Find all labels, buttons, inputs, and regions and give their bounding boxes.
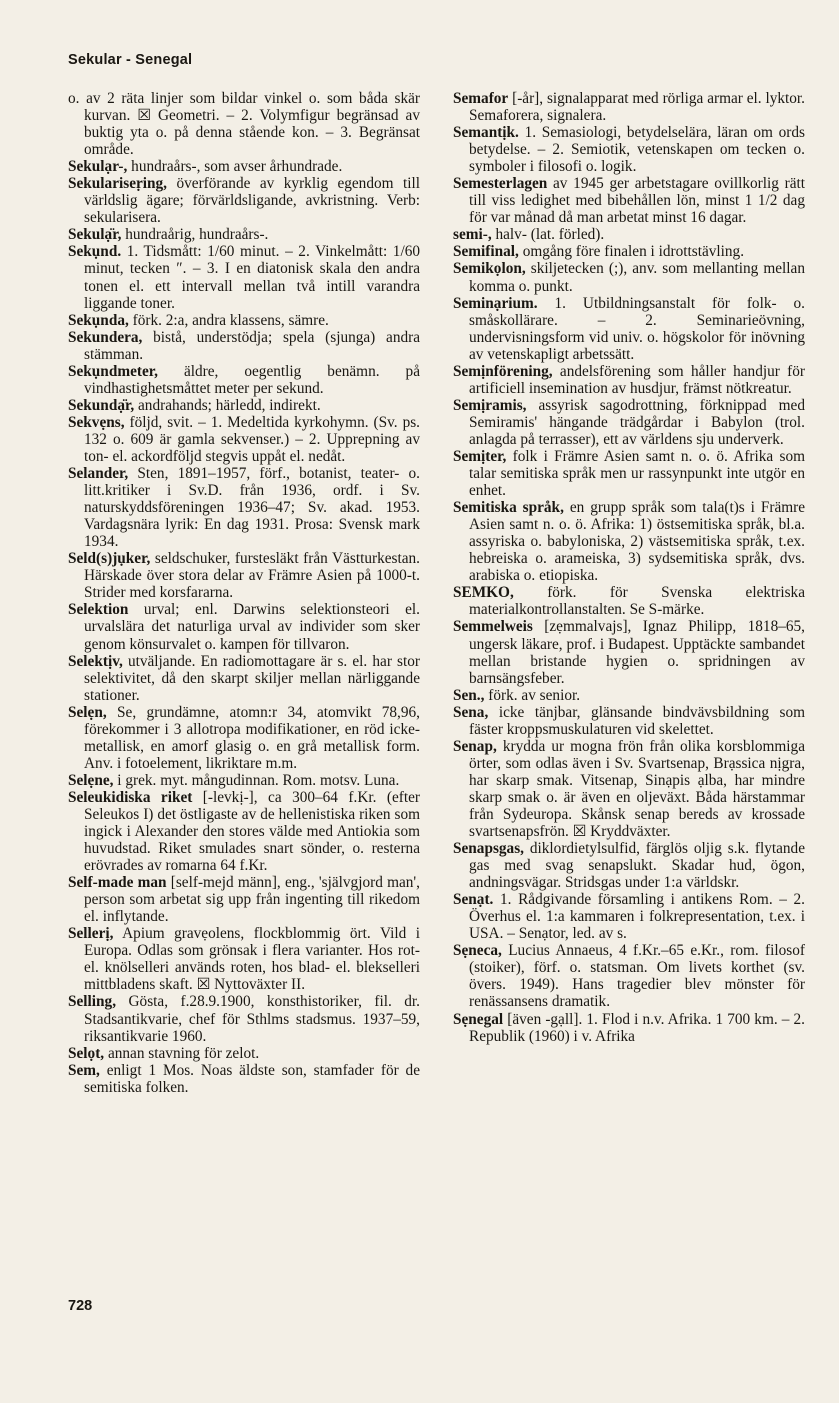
entry-headword: Semmelweis	[453, 618, 533, 636]
entry-headword: Semịter,	[453, 447, 507, 465]
entry-headword: Senạt.	[453, 891, 494, 909]
entry-definition: seldschuker, furstesläkt från Västturkestan. Härskade över stora delar av Främre Asien på 1000-t. Strider med korsfararna.	[84, 550, 420, 602]
dictionary-entry	[453, 687, 805, 704]
dictionary-entry	[453, 226, 805, 243]
entry-definition: assyrisk sagodrottning, förknippad med Semiramis' hängande trädgårdar i Babylon (trol. anlagda på terrasser), ett av världens sju underverk.	[469, 396, 805, 448]
entry-definition: diklordietylsulfid, färglös oljig s.k. flytande gas med svag senapslukt. Skadar hud, ögon, andningsvägar. Stridsgas under 1:a världskr.	[469, 840, 805, 892]
dictionary-entry	[68, 158, 420, 175]
entry-definition: krydda ur mogna frön från olika korsblommiga örter, som odlas även i Sv. Svartsenap, Brạssica nịgra, har skarp smak. Vitsenap, Sinạpis ạlba, har mindre skarp smak o. är även en oljeväxt. Båda härstammar från Sydeuropa. Skånsk senap bereds av krossade svartsenapsfrön. ☒ Kryddväxter.	[469, 737, 805, 841]
entry-definition: en grupp språk som tala(t)s i Främre Asien samt n. o. ö. Afrika: 1) östsemitiska språk, bl.a. assyriska o. babyloniska, 2) västsemitiska språk, t.ex. hebreiska o. arameiska, 3) sydsemitiska språk, dvs. arabiska o. etiopiska.	[469, 499, 806, 585]
entry-definition: bistå, understödja; spela (sjunga) andra stämman.	[84, 328, 420, 363]
entry-headword: semi-,	[453, 226, 492, 244]
entry-headword: Sekulạr-,	[68, 158, 128, 176]
dictionary-entry	[68, 243, 420, 311]
dictionary-entry	[68, 312, 420, 329]
entry-headword: Sekvẹns,	[68, 413, 125, 431]
entry-definition: skiljetecken (;), anv. som mellanting mellan komma o. punkt.	[469, 260, 805, 295]
dictionary-entry	[68, 363, 420, 397]
entry-definition: Lucius Annaeus, 4 f.Kr.–65 e.Kr., rom. filosof (stoiker), förf. o. statsman. Om livets korthet (sv. övers. 1949). Hans tragedier blev mönster för renässansens dramatik.	[469, 942, 805, 1011]
entry-definition: förk. av senior.	[484, 686, 581, 704]
entry-definition: Gösta, f.28.9.1900, konsthistoriker, fil. dr. Stadsantikvarie, chef för Sthlms stadsmus. 1937–59, riksantikvarie 1960.	[84, 993, 420, 1045]
dictionary-entry	[68, 1045, 420, 1062]
entry-definition: utväljande. En radiomottagare är s. el. har stor selektivitet, då den skarpt skiljer mellan närliggande stationer.	[84, 652, 420, 704]
dictionary-entry	[453, 584, 805, 618]
entry-headword: Semifinal,	[453, 243, 519, 261]
dictionary-entry	[453, 448, 805, 499]
dictionary-entry	[453, 243, 805, 260]
entry-headword: Sekụndmeter,	[68, 362, 158, 380]
dictionary-entry	[68, 1062, 420, 1096]
left-column	[68, 90, 420, 1096]
dictionary-entry	[453, 90, 805, 124]
dictionary-entry	[68, 414, 420, 465]
dictionary-entry	[453, 295, 805, 363]
entry-definition: förk. 2:a, andra klassens, sämre.	[128, 311, 329, 329]
entry-headword: Sena,	[453, 703, 489, 721]
entry-headword: Senapsgas,	[453, 840, 524, 858]
dictionary-entry	[453, 942, 805, 1010]
entry-definition: Se, grundämne, atomn:r 34, atomvikt 78,96, förekommer i 3 allotropa modifikationer, en röd icke-metallisk, en amorf glasig o. en grå metallisk form. Anv. i fotoelement, likriktare m.m.	[84, 703, 420, 772]
entry-definition: folk i Främre Asien samt n. o. ö. Afrika som talar semitiska språk men ur rassynpunkt inte utgör en enhet.	[469, 447, 805, 500]
dictionary-entry	[453, 260, 805, 294]
dictionary-entry	[68, 874, 420, 925]
entry-headword: Self-made man	[68, 874, 167, 892]
dictionary-entry	[453, 618, 805, 686]
entry-headword: Sekundạ̈r,	[68, 396, 135, 414]
dictionary-entry	[68, 789, 420, 874]
entry-definition: överförande av kyrklig egendom till världslig ägare; förvärldsligande, avkristning. Verb: sekularisera.	[84, 175, 420, 227]
entry-headword: Selander,	[68, 465, 129, 483]
dictionary-entry	[453, 499, 805, 584]
entry-definition: följd, svit. – 1. Medeltida kyrkohymn. (Sv. ps. 132 o. 609 är gamla sekvenser.) – 2. Upprepning av ton- el. ackordföljd stegvis uppåt el. nedåt.	[84, 413, 420, 465]
dictionary-entry	[453, 1011, 805, 1045]
entry-definition: av 1945 ger arbetstagare ovillkorlig rätt till viss ledighet med bibehållen lön, minst 1 1/2 dag för var månad då man arbetat minst 16 dagar.	[469, 175, 805, 227]
entry-definition: [self-mejd männ], eng., 'självgjord man', person som arbetat sig upp från ingenting till rikedom el. inflytande.	[84, 874, 420, 926]
entry-headword: Selektion	[68, 601, 129, 619]
page-number: 728	[68, 1298, 93, 1314]
entry-headword: Sekulạ̈r,	[68, 226, 122, 244]
dictionary-entry	[68, 925, 420, 993]
dictionary-entry	[453, 124, 805, 175]
entry-definition: andelsförening som håller handjur för artificiell insemination av husdjur, främst nötkreatur.	[469, 362, 805, 397]
entry-definition: omgång före finalen i idrottstävling.	[518, 243, 745, 261]
entry-headword: Seminạrium.	[453, 294, 538, 312]
dictionary-entry	[453, 840, 805, 891]
entry-headword: Senap,	[453, 737, 497, 755]
dictionary-entry	[453, 363, 805, 397]
dictionary-entry	[68, 397, 420, 414]
entry-definition: enligt 1 Mos. Noas äldste son, stamfader för de semitiska folken.	[84, 1061, 420, 1096]
entry-headword: Selling,	[68, 993, 117, 1011]
entry-definition: i grek. myt. mångudinnan. Rom. motsv. Luna.	[113, 771, 400, 789]
entry-headword: Semịramis,	[453, 396, 527, 414]
dictionary-entry	[68, 704, 420, 772]
dictionary-entry	[68, 90, 420, 158]
entry-definition: andrahands; härledd, indirekt.	[134, 396, 321, 414]
entry-headword: Selẹne,	[68, 771, 114, 789]
entry-definition: o. av 2 räta linjer som bildar vinkel o. som båda skär kurvan. ☒ Geometri. – 2. Volymfigur begränsad av buktig yta o. på denna stående kon. – 3. Begränsat område.	[68, 90, 420, 159]
entry-definition: 1. Rådgivande församling i antikens Rom. – 2. Överhus el. 1:a kammaren i folkrepresentation, t.ex. i USA. – Senạtor, led. av s.	[469, 891, 805, 943]
entry-headword: Selọt,	[68, 1044, 105, 1062]
dictionary-entry	[68, 465, 420, 550]
entry-definition: urval; enl. Darwins selektionsteori el. urvalslära det naturliga urval av individer som sker genom könsurvalet o. kampen för tillvaron.	[84, 601, 420, 653]
dictionary-entry	[68, 175, 420, 226]
entry-definition: [zẹmmalvajs], Ignaz Philipp, 1818–65, ungersk läkare, prof. i Budapest. Upptäckte sambandet mellan bristande hygien o. spridningen av barnsängsfeber.	[469, 618, 805, 687]
entry-headword: Sellerị,	[68, 925, 114, 943]
entry-headword: Selektịv,	[68, 652, 123, 670]
entry-headword: Semitiska språk,	[453, 499, 564, 517]
entry-headword: Sen.,	[453, 686, 485, 704]
dictionary-entry	[453, 175, 805, 226]
entry-headword: Semafor	[453, 90, 509, 107]
entry-headword: Sekụnd.	[68, 243, 122, 261]
dictionary-entry	[453, 891, 805, 942]
entry-definition: 1. Tidsmått: 1/60 minut. – 2. Vinkelmått: 1/60 minut, tecken ″. – 3. I en diatonisk skala den andra tonen el. ett intervall mellan två intill varandra liggande toner.	[84, 243, 420, 312]
entry-definition: äldre, oegentlig benämn. på vindhastighetsmåttet meter per sekund.	[84, 362, 420, 397]
entry-headword: Sẹneca,	[453, 942, 502, 960]
dictionary-entry	[68, 226, 420, 243]
entry-definition: icke tänjbar, glänsande bindvävsbildning som fäster kroppsmuskulaturen vid skelettet.	[469, 703, 805, 738]
right-column	[453, 90, 805, 1045]
entry-headword: Seld(s)jụker,	[68, 550, 151, 568]
entry-headword: SEMKO,	[453, 584, 514, 602]
running-head: Sekular - Senegal	[68, 52, 193, 68]
entry-headword: Sem,	[68, 1061, 100, 1079]
entry-headword: Sekulariseṛing,	[68, 175, 168, 193]
entry-headword: Sẹnegal	[453, 1010, 504, 1028]
entry-definition: annan stavning för zelot.	[104, 1044, 260, 1062]
dictionary-entry	[453, 738, 805, 840]
entry-headword: Seleukidiska riket	[68, 788, 193, 806]
entry-definition: 1. Semasiologi, betydelselära, läran om ords betydelse. – 2. Semiotik, vetenskapen om tecken o. symboler i filosofi o. logik.	[469, 124, 805, 176]
entry-definition: halv- (lat. förled).	[491, 226, 605, 244]
dictionary-entry	[68, 601, 420, 652]
entry-definition: 1. Utbildningsanstalt för folk- o. småskollärare. – 2. Seminarieövning, undervisningsform vid univ. o. högskolor för inövning av vetenskapligt arbetssätt.	[469, 294, 805, 363]
entry-definition: Apium gravẹolens, flockblommig ört. Vild i Europa. Odlas som grönsak i flera varianter. Hos rot- el. knölselleri används roten, hos blad- el. blekselleri mittbladens skaft. ☒ Nyttoväxter II.	[84, 925, 420, 994]
entry-headword: Semesterlagen	[453, 175, 548, 193]
dictionary-entry	[453, 397, 805, 448]
dictionary-entry	[68, 772, 420, 789]
dictionary-entry	[453, 704, 805, 738]
entry-headword: Semantịk.	[453, 124, 519, 142]
entry-headword: Selẹn,	[68, 703, 107, 721]
entry-headword: Semikọlon,	[453, 260, 526, 278]
dictionary-entry	[68, 993, 420, 1044]
dictionary-entry	[68, 329, 420, 363]
entry-definition: [även -gạll]. 1. Flod i n.v. Afrika. 1 700 km. – 2. Republik (1960) i v. Afrika	[469, 1010, 805, 1045]
entry-headword: Sekundera,	[68, 328, 143, 346]
entry-definition: [-år], signalapparat med rörliga armar el. lyktor. Semaforera, signalera.	[469, 90, 805, 125]
entry-definition: förk. för Svenska elektriska materialkontrollanstalten. Se S-märke.	[469, 584, 805, 619]
dictionary-entry	[68, 653, 420, 704]
entry-definition: [-levkị-], ca 300–64 f.Kr. (efter Seleukos I) det östligaste av de hellenistiska riken som ingick i Alexander den stores välde med Antiokia som huvudstad. Riket smulades snart sönder, o. resterna erövrades av romarna 64 f.Kr.	[84, 788, 420, 875]
dictionary-entry	[68, 550, 420, 601]
entry-headword: Semịnförening,	[453, 362, 553, 380]
entry-definition: hundraårs-, som avser århundrade.	[127, 158, 343, 176]
entry-headword: Sekụnda,	[68, 311, 129, 329]
entry-definition: Sten, 1891–1957, förf., botanist, teater- o. litt.kritiker i Sv.D. från 1936, ordf. i Sv. naturskyddsföreningen 1936–47; Sv. akad. 1953. Vardagsnära lyrik: En dag 1931. Prosa: Svensk mark 1934.	[84, 465, 420, 551]
entry-definition: hundraårig, hundraårs-.	[121, 226, 269, 244]
